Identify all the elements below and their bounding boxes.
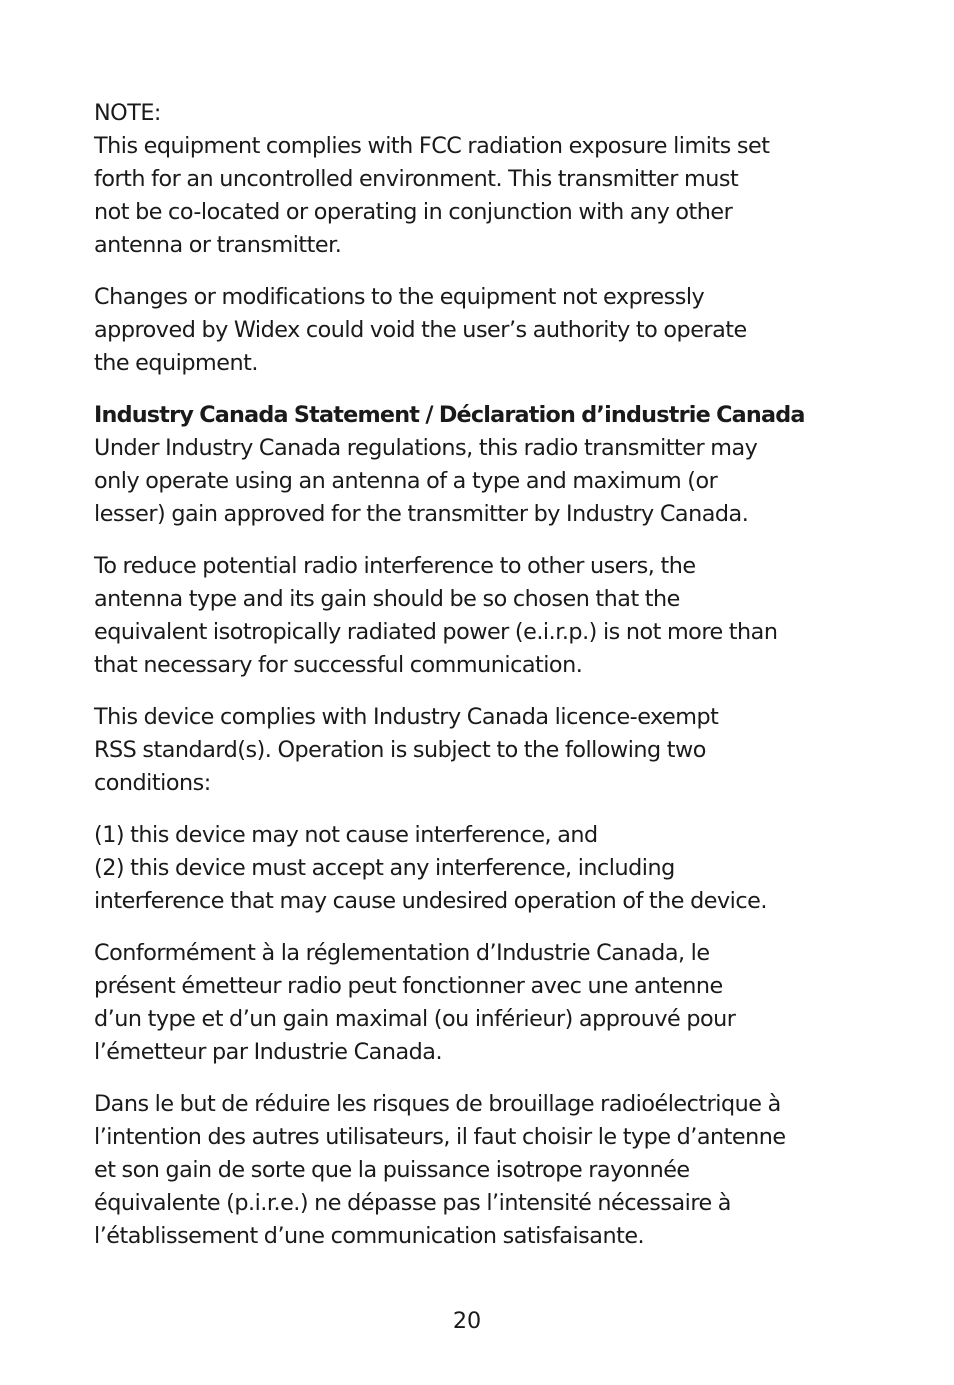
text-line: équivalente (p.i.r.e.) ne dépasse pas l’intensité nécessaire à xyxy=(94,1190,731,1216)
fcc-note-paragraph xyxy=(94,97,884,262)
text-line: l’émetteur par Industrie Canada. xyxy=(94,1039,443,1065)
text-line: equivalent isotropically radiated power (e.i.r.p.) is not more than xyxy=(94,619,778,645)
text-line: (1) this device may not cause interference, and xyxy=(94,822,598,848)
document-page xyxy=(94,97,884,1272)
text-line: l’intention des autres utilisateurs, il faut choisir le type d’antenne xyxy=(94,1124,786,1150)
conditions-paragraph xyxy=(94,819,884,918)
text-line: interference that may cause undesired operation of the device. xyxy=(94,888,767,914)
text-line: only operate using an antenna of a type and maximum (or xyxy=(94,468,718,494)
french-regulation-paragraph xyxy=(94,937,884,1069)
text-line: not be co-located or operating in conjunction with any other xyxy=(94,199,733,225)
text-line: To reduce potential radio interference to other users, the xyxy=(94,553,696,579)
text-line: the equipment. xyxy=(94,350,258,376)
page-number: 20 xyxy=(452,1308,482,1334)
text-line: antenna type and its gain should be so chosen that the xyxy=(94,586,680,612)
text-line: et son gain de sorte que la puissance isotrope rayonnée xyxy=(94,1157,690,1183)
text-line: l’établissement d’une communication satisfaisante. xyxy=(94,1223,645,1249)
text-line: NOTE: xyxy=(94,100,161,126)
text-line: antenna or transmitter. xyxy=(94,232,342,258)
text-line: Changes or modifications to the equipment not expressly xyxy=(94,284,705,310)
text-line: This device complies with Industry Canada licence-exempt xyxy=(94,704,719,730)
french-interference-paragraph xyxy=(94,1088,884,1253)
rss-compliance-paragraph xyxy=(94,701,884,800)
modifications-paragraph xyxy=(94,281,884,380)
text-line: Under Industry Canada regulations, this radio transmitter may xyxy=(94,435,758,461)
text-line: Dans le but de réduire les risques de brouillage radioélectrique à xyxy=(94,1091,781,1117)
text-line: Conformément à la réglementation d’Industrie Canada, le xyxy=(94,940,710,966)
section-heading: Industry Canada Statement / Déclaration d’industrie Canada xyxy=(94,402,805,428)
text-line: lesser) gain approved for the transmitter by Industry Canada. xyxy=(94,501,749,527)
text-line: approved by Widex could void the user’s authority to operate xyxy=(94,317,747,343)
industry-canada-paragraph xyxy=(94,399,884,531)
text-line: RSS standard(s). Operation is subject to the following two xyxy=(94,737,706,763)
interference-paragraph xyxy=(94,550,884,682)
text-line: This equipment complies with FCC radiation exposure limits set xyxy=(94,133,770,159)
text-line: présent émetteur radio peut fonctionner avec une antenne xyxy=(94,973,723,999)
text-line: conditions: xyxy=(94,770,211,796)
text-line: d’un type et d’un gain maximal (ou inférieur) approuvé pour xyxy=(94,1006,736,1032)
text-line: that necessary for successful communication. xyxy=(94,652,583,678)
text-line: (2) this device must accept any interference, including xyxy=(94,855,675,881)
text-line: forth for an uncontrolled environment. This transmitter must xyxy=(94,166,739,192)
